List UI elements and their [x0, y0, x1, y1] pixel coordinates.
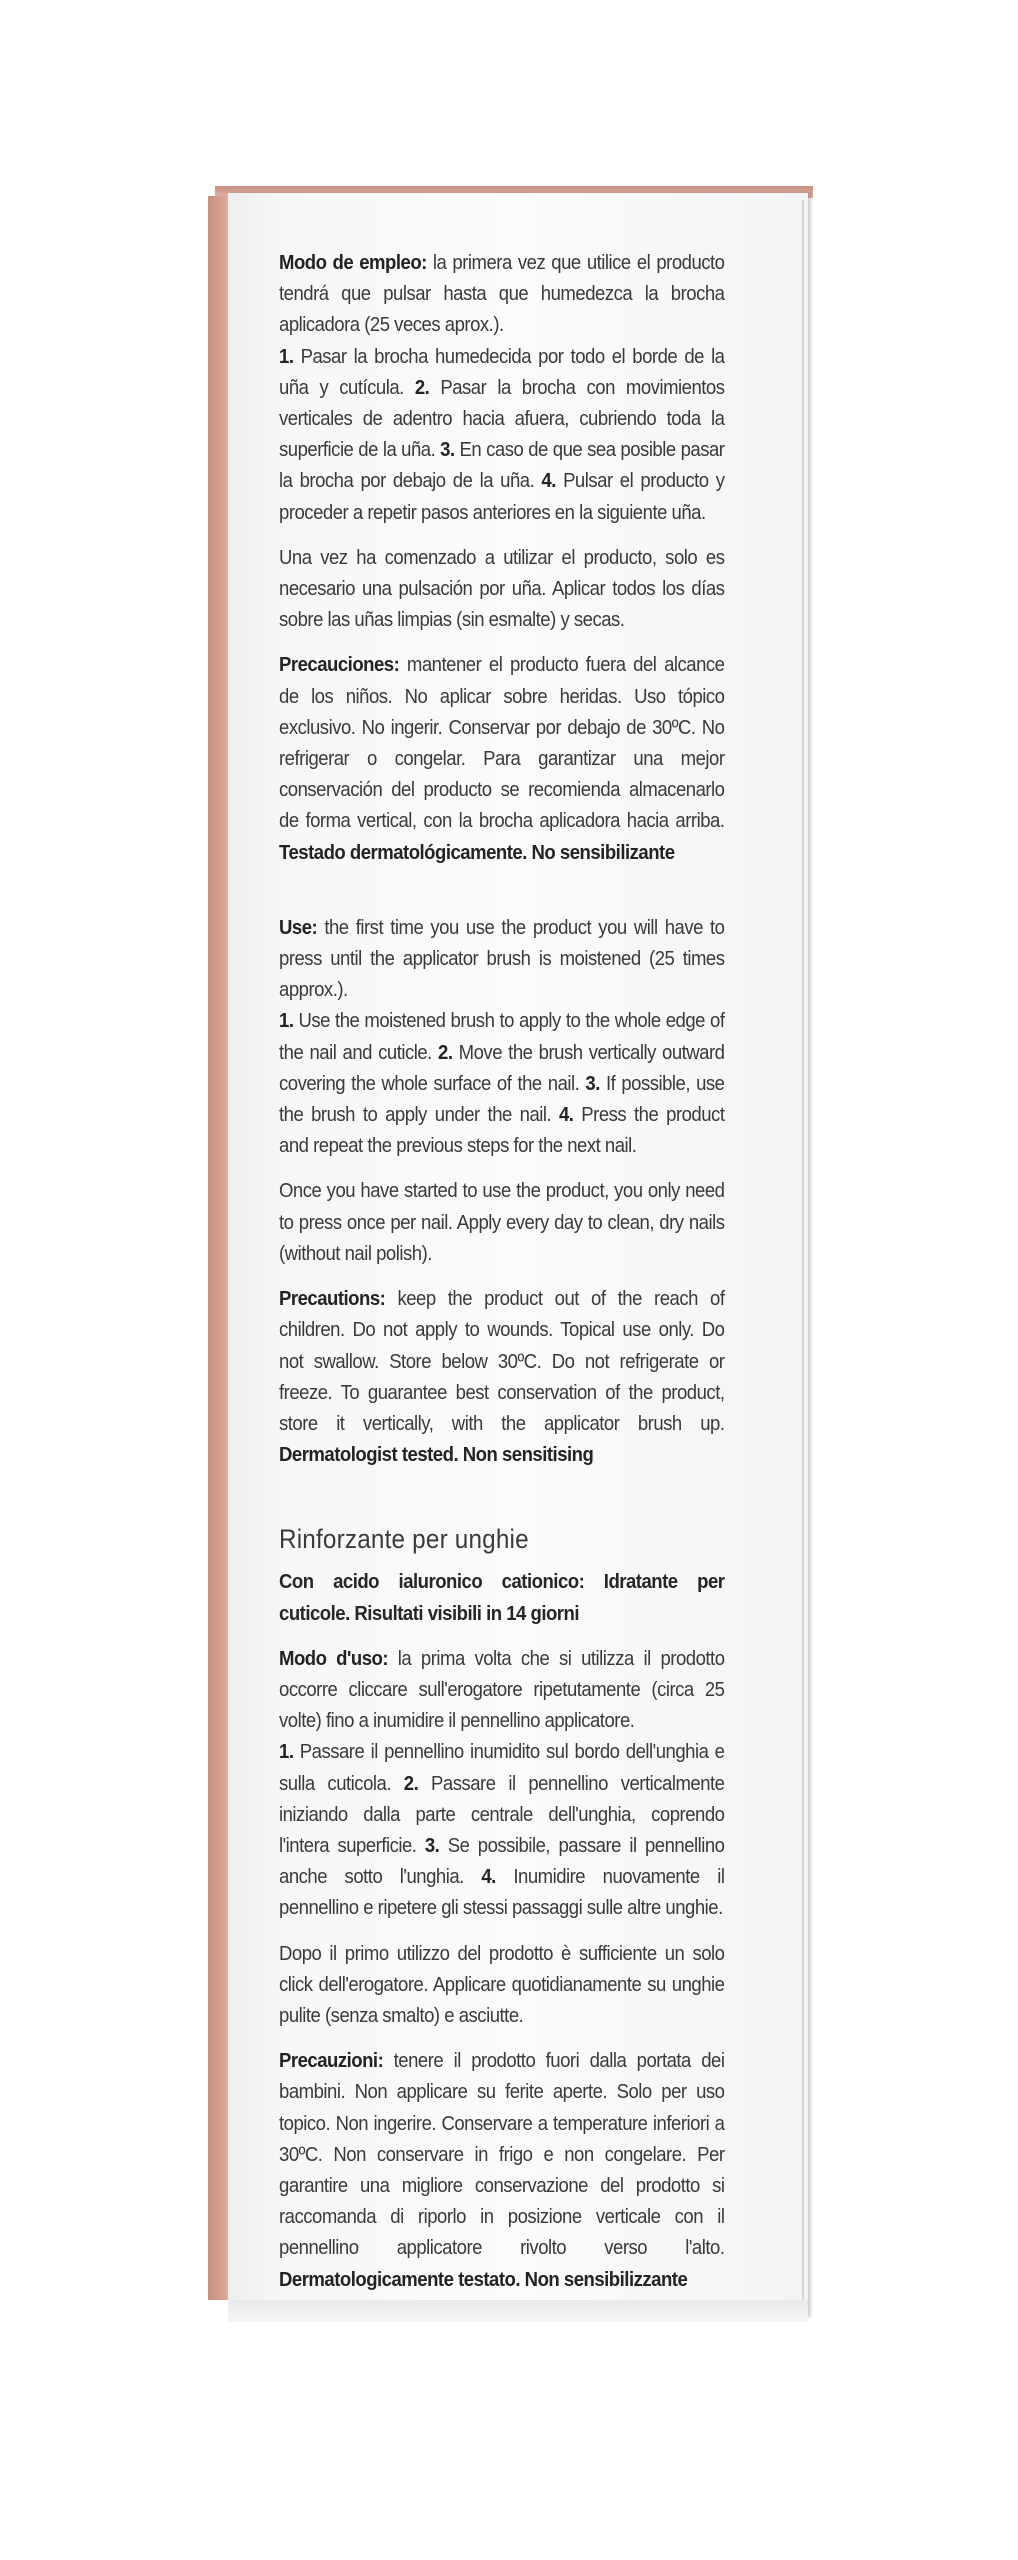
spacer — [279, 1484, 725, 1522]
it-paragraph2: Dopo il primo utilizzo del prodotto è sufficiente un solo click dell'erogatore. Applicare quotidianamente su unghie pulite (senza smalto) e asciutte. — [279, 1941, 725, 2027]
es-steps: 1. Pasar la brocha humedecida por todo el borde de la uña y cutícula. 2. Pasar la brocha con movimientos verticales de adentro hacia afuera, cubriendo toda la superficie de la uña. 3. En caso de que sea posible pasar la brocha por debajo de la uña. 4. Pulsar el producto y proceder a repetir pasos anteriores en la siguiente uña. — [279, 344, 725, 524]
it-precautions: Precauzioni: tenere il prodotto fuori dalla portata dei bambini. Non applicare su ferite aperte. Solo per uso topico. Non ingerire. Conservare a temperature inferiori a 30ºC. Non conservare in frigo e non congelare. Per garantire una migliore conservazione del prodotto si raccomanda di riporlo in posizione verticale con il pennellino applicatore rivolto verso l'alto. Dermatologicamente testato. Non sensibilizzante — [279, 2049, 725, 2291]
es-paragraph2: Una vez ha comenzado a utilizar el producto, solo es necesario una pulsación por uña. Aplicar todos los días sobre las uñas limpias (sin esmalte) y secas. — [279, 545, 725, 632]
spacer — [279, 882, 725, 912]
it-heading: Rinforzante per unghie — [279, 1524, 529, 1555]
es-precautions: Precauciones: mantener el producto fuera del alcance de los niños. No aplicar sobre heridas. Uso tópico exclusivo. No ingerir. Conservar por debajo de 30ºC. No refrigerar o congelar. Para garantizar una mejor conservación del producto se recomienda almacenarlo de forma vertical, con la brocha aplicadora hacia arriba. Testado dermatológicamente. No sensibilizante — [279, 653, 725, 864]
es-usage: Modo de empleo: la primera vez que utilice el producto tendrá que pulsar hasta que humedezca la brocha aplicadora (25 veces aprox.). — [279, 251, 725, 337]
en-usage: Use: the first time you use the product you will have to press until the applicator brush is moistened (25 times approx.). — [279, 915, 725, 1002]
section-english — [279, 912, 725, 1470]
it-steps: 1. Passare il pennellino inumidito sul bordo dell'unghia e sulla cuticola. 2. Passare il pennellino verticalmente iniziando dalla parte centrale dell'unghia, coprendo l'intera superficie. 3. Se possibile, passare il pennellino anche sotto l'unghia. 4. Inumidire nuovamente il pennellino e ripetere gli stessi passaggi sulle altre unghie. — [279, 1740, 725, 1920]
en-steps: 1. Use the moistened brush to apply to the whole edge of the nail and cuticle. 2. Move the brush vertically outward covering the whole surface of the nail. 3. If possible, use the brush to apply under the nail. 4. Press the product and repeat the previous steps for the next nail. — [279, 1009, 725, 1158]
label-text — [279, 247, 725, 2309]
box-fold-line — [802, 200, 804, 2300]
en-paragraph2: Once you have started to use the product, you only need to press once per nail. Apply every day to clean, dry nails (without nail polish). — [279, 1179, 725, 1265]
it-subheading: Con acido ialuronico cationico: Idratante per cuticole. Risultati visibili in 14 giorni — [279, 1570, 725, 1625]
en-precautions: Precautions: keep the product out of the reach of children. Do not apply to wounds. Topical use only. Do not swallow. Store below 30ºC. Do not refrigerate or freeze. To guarantee best conservation of the product, store it vertically, with the applicator brush up. Dermatologist tested. Non sensitising — [279, 1287, 725, 1467]
section-spanish — [279, 247, 725, 868]
section-italian — [279, 1522, 725, 2294]
it-usage: Modo d'uso: la prima volta che si utilizza il prodotto occorre cliccare sull'erogatore ripetutamente (circa 25 volte) fino a inumidire il pennellino applicatore. — [279, 1646, 725, 1733]
